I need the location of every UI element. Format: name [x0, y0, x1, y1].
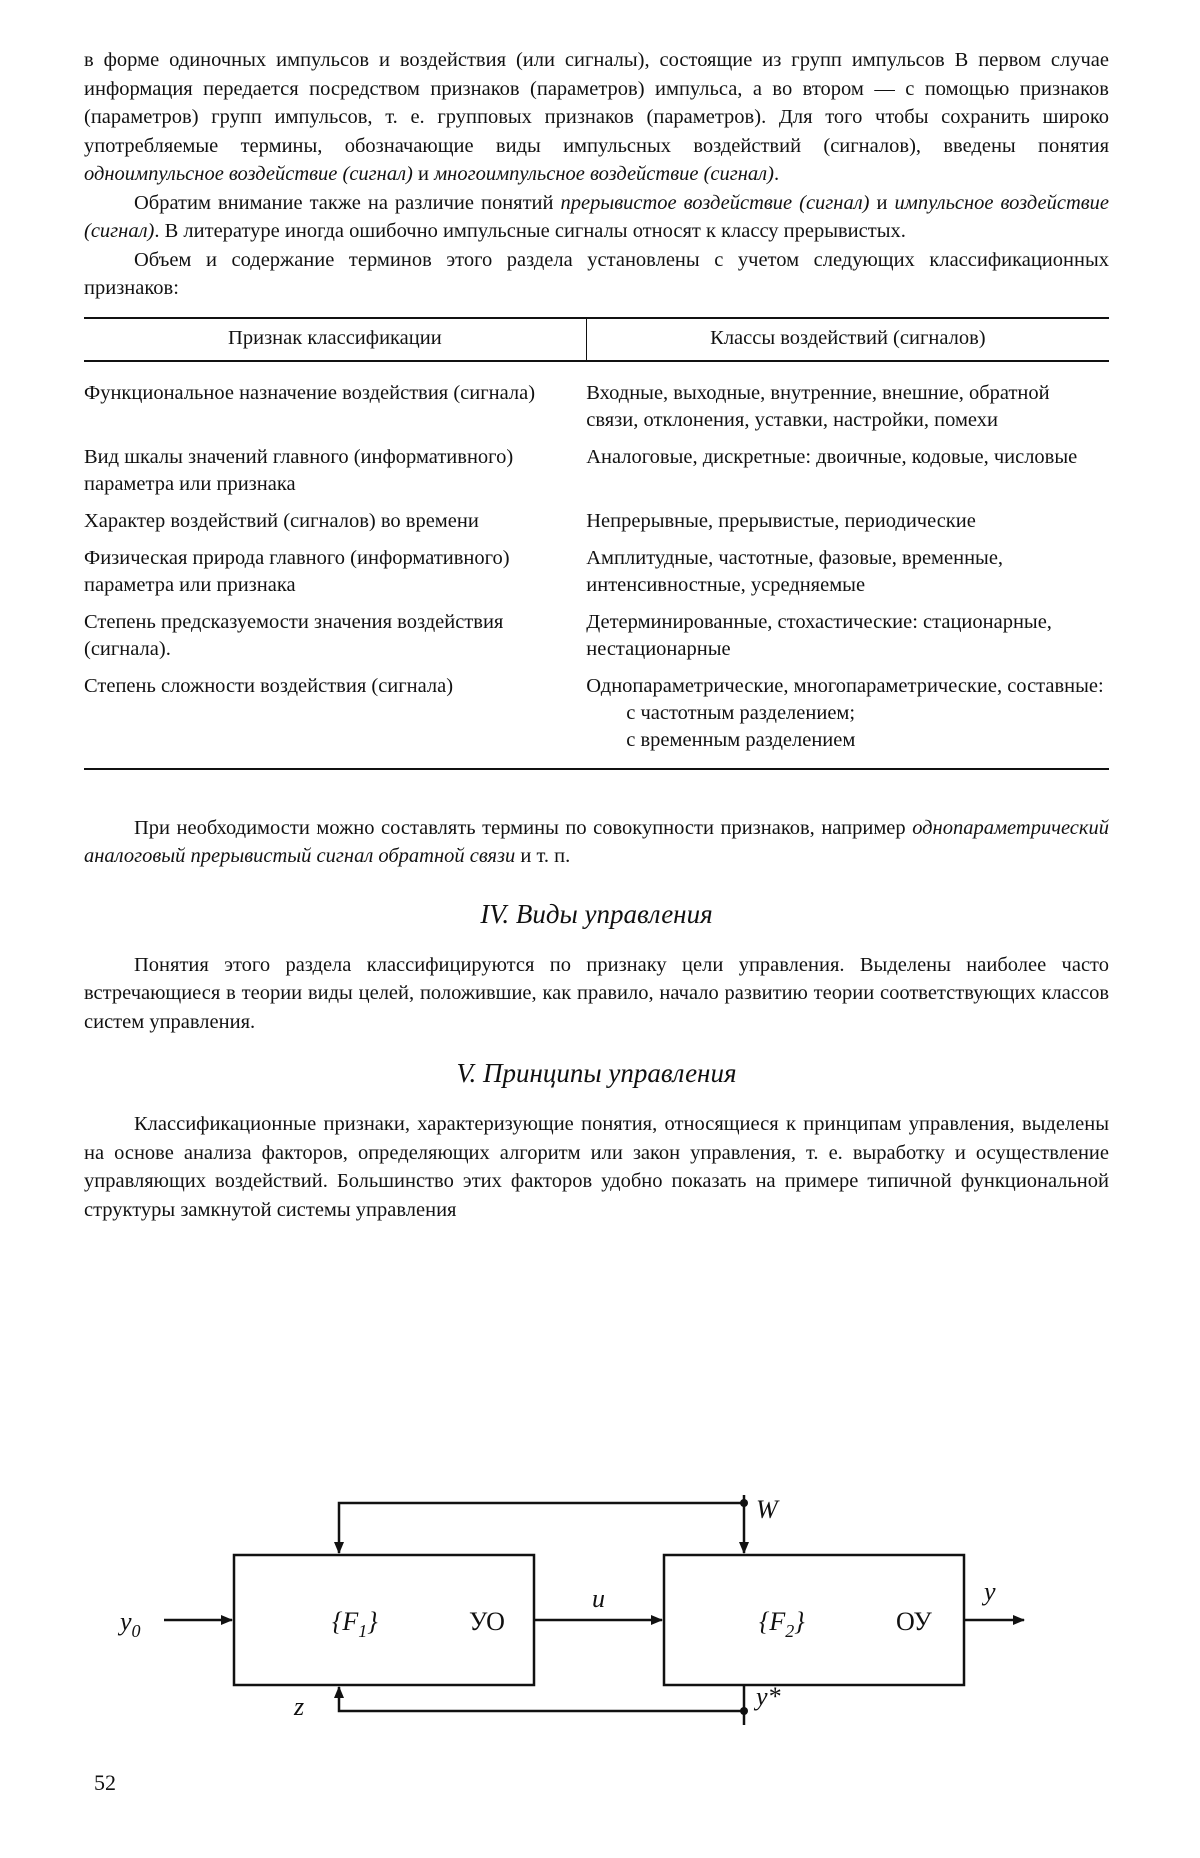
table-cell-sign: Функциональное назначение воздействия (сигнала): [84, 381, 536, 404]
table-header-row: [84, 318, 1109, 361]
label-output: y: [984, 1577, 996, 1606]
feedback-line: [339, 1687, 744, 1711]
table-row: [84, 606, 1109, 670]
section-5-text: Классификационные признаки, характеризующие понятия, относящиеся к принципам управления, выделены на основе анализа факторов, определяющих алгоритм или закон управления, т. е. выработку и осуществление управляющих воздействий. Большинство этих факторов удобно показать на примере типичной функциональной структуры замкнутой системы управления: [84, 1113, 1109, 1221]
table-cell-sign: Физическая природа главного (информативного) параметра или признака: [84, 546, 510, 596]
table-cell-classes: Детерминированные, стохастические: стационарные, нестационарные: [586, 610, 1052, 660]
table-cell-classes: Однопараметрические, многопараметрические, составные: с частотным разделением; с временным разделением: [586, 670, 1109, 769]
label-u: u: [592, 1584, 605, 1613]
section-title-5: V. Принципы управления: [456, 1058, 737, 1088]
table-subitem: с временным разделением: [626, 728, 856, 751]
table-row: [84, 441, 1109, 505]
table-cell-classes: Аналоговые, дискретные: двоичные, кодовые, числовые: [586, 445, 1078, 468]
disturbance-branch: [339, 1503, 744, 1553]
table-row: [84, 542, 1109, 606]
table-cell-classes: Входные, выходные, внутренние, внешние, обратной связи, отклонения, уставки, настройки, помехи: [586, 381, 1050, 431]
label-block1: $\{F_1\}$: [332, 1607, 378, 1641]
branch-point-top: [740, 1499, 748, 1507]
paragraph-2: Обратим внимание также на различие понятий прерывистое воздействие (сигнал) и импульсное воздействие (сигнал). В литературе иногда ошибочно импульсные сигналы относят к классу прерывистых.: [84, 191, 1110, 242]
table-row: [84, 361, 1109, 441]
column-header-classes: Классы воздействий (сигналов): [586, 318, 1109, 361]
table-row: [84, 670, 1109, 769]
table-cell-sign: Характер воздействий (сигналов) во времени: [84, 509, 479, 532]
term-intermittent: прерывистое воздействие (сигнал): [560, 191, 870, 214]
term-example: однопараметрический аналоговый прерывистый сигнал обратной связи: [84, 816, 1109, 867]
section-title-4: IV. Виды управления: [480, 898, 713, 929]
table-subitem: с частотным разделением;: [626, 701, 856, 724]
term-impulse: импульсное воздействие (сигнал): [84, 191, 1110, 242]
term-single-impulse: одноимпульсное воздействие (сигнал): [84, 163, 413, 185]
paragraph-3: Объем и содержание терминов этого раздела установлены с учетом следующих классификационных признаков:: [84, 248, 1109, 299]
table-cell-sign: Степень сложности воздействия (сигнала): [84, 670, 586, 769]
table-cell-sign: Вид шкалы значений главного (информативного) параметра или признака: [84, 445, 514, 495]
label-plant: ОУ: [896, 1607, 932, 1636]
control-system-diagram: [84, 1435, 1044, 1725]
label-block2: $\{F_2\}$: [759, 1607, 805, 1641]
table-row: [84, 505, 1109, 542]
column-header-sign: Признак классификации: [84, 318, 586, 361]
table-cell-sign: Степень предсказуемости значения воздействия (сигнала).: [84, 610, 504, 660]
table-cell-classes: Амплитудные, частотные, фазовые, временные, интенсивностные, усредняемые: [586, 546, 1004, 596]
table-cell-classes: Непрерывные, прерывистые, периодические: [586, 509, 976, 532]
label-controller: УО: [469, 1607, 505, 1636]
classification-table: [84, 317, 1109, 770]
section-4-text: Понятия этого раздела классифицируются по признаку цели управления. Выделены наиболее часто встречающиеся в теории виды целей, положившие, как правило, начало развитию теории соответствующих классов систем управления.: [84, 953, 1109, 1033]
page-number: 52: [94, 1770, 116, 1795]
label-input: $y_0$: [120, 1607, 141, 1641]
label-disturbance: W: [756, 1495, 778, 1524]
label-feedback: z: [294, 1692, 305, 1721]
page-body: [84, 46, 1109, 1224]
branch-point-bottom: [740, 1707, 748, 1715]
label-measured: y*: [756, 1682, 781, 1711]
term-multi-impulse: многоимпульсное воздействие (сигнал): [434, 163, 774, 185]
paragraph-4: При необходимости можно составлять термины по совокупности признаков, например однопараметрический аналоговый прерывистый сигнал обратной связи и т. п.: [84, 816, 1109, 867]
paragraph-1: в форме одиночных импульсов и воздействия (или сигналы), состоящие из групп импульсов В первом случае информация передается посредством признаков (параметров) импульса, а во втором — с помощью признаков (параметров) групп импульсов, т. е. групповых признаков (параметров). Для того чтобы сохранить широко употребляемые термины, обозначающие виды импульсных воздействий (сигналов), введены понятия одноимпульсное воздействие (сигнал) и многоимпульсное воздействие (сигнал).: [84, 49, 1109, 185]
